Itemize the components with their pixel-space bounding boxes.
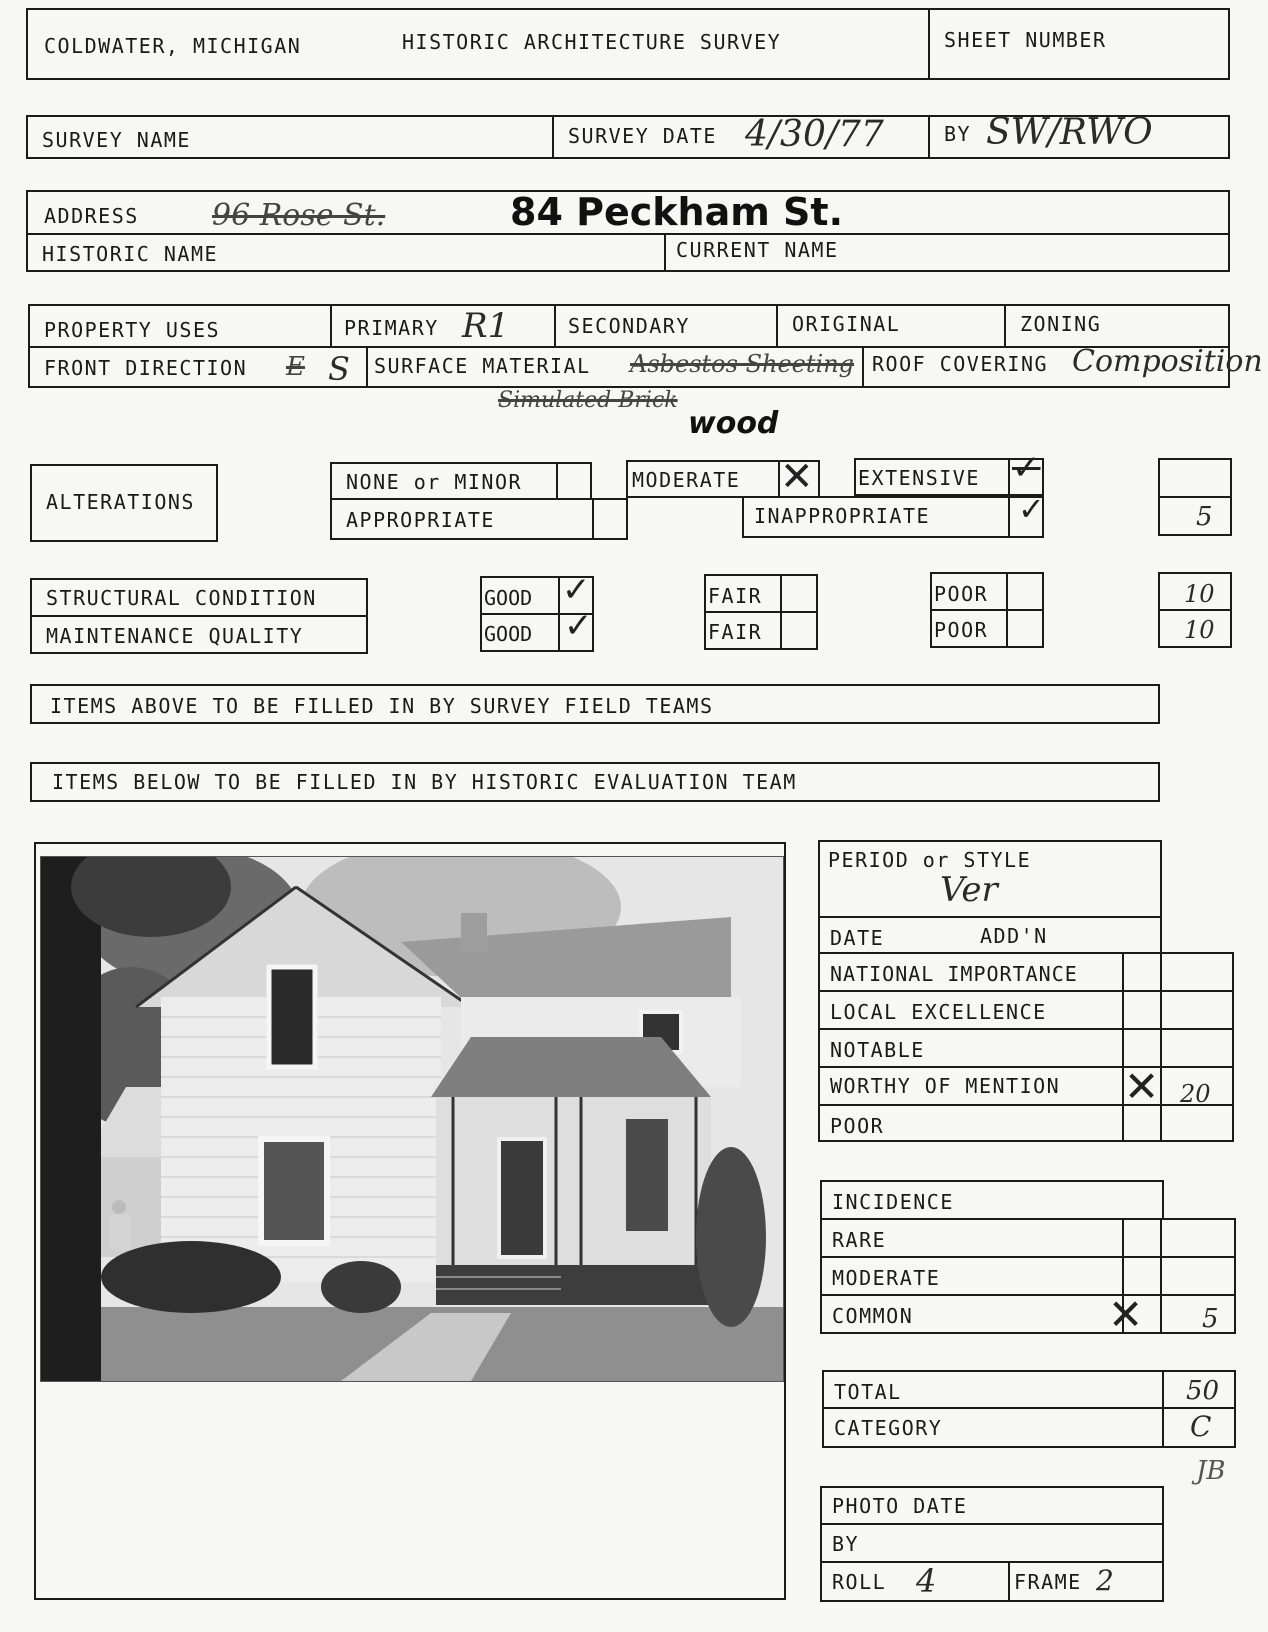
property-divider-3: [776, 304, 778, 346]
zoning-label: ZONING: [1020, 312, 1102, 336]
alt-extensive-check-mark: ✓: [1012, 448, 1041, 488]
surface-value: wood: [688, 406, 779, 441]
frame-label: FRAME: [1014, 1570, 1082, 1594]
frame-value: 2: [1096, 1564, 1114, 1597]
good-structural-check-mark: ✓: [562, 570, 591, 610]
front-direction-label: FRONT DIRECTION: [44, 356, 248, 380]
alt-score-value: 5: [1196, 502, 1213, 532]
property-divider-6: [862, 346, 864, 388]
total-value: 50: [1186, 1376, 1220, 1406]
house-photo: [40, 856, 784, 1382]
roof-covering-value: Composition: [1072, 344, 1263, 379]
condition-score-divider: [1158, 609, 1232, 611]
survey-name-label: SURVEY NAME: [42, 128, 191, 152]
note-above-text: ITEMS ABOVE TO BE FILLED IN BY SURVEY FIELD TEAMS: [50, 694, 714, 718]
incidence-divider-h2: [820, 1294, 1236, 1296]
survey-by-label: BY: [944, 122, 972, 146]
form-title: HISTORIC ARCHITECTURE SURVEY: [402, 30, 782, 54]
photo-info-divider-h2: [820, 1561, 1164, 1563]
fair-box-divider-v: [780, 574, 782, 650]
good-maintenance-check-mark: ✓: [564, 606, 593, 646]
poor-label-maintenance: POOR: [934, 618, 989, 642]
property-divider-2: [554, 304, 556, 346]
alt-moderate-x-mark: ✕: [780, 454, 814, 500]
header-divider: [928, 8, 930, 80]
maintenance-quality-label: MAINTENANCE QUALITY: [46, 624, 304, 648]
roll-value: 4: [916, 1562, 937, 1600]
address-struck-value: 96 Rose St.: [212, 198, 386, 233]
alt-extensive-check-divider: [1008, 458, 1010, 496]
historic-name-label: HISTORIC NAME: [42, 242, 219, 266]
alt-extensive-label: EXTENSIVE: [858, 466, 980, 490]
common-x-mark: ✕: [1108, 1290, 1144, 1339]
poor-box-divider-v: [1006, 572, 1008, 648]
total-label: TOTAL: [834, 1380, 902, 1404]
survey-divider-1: [552, 115, 554, 159]
alt-appropriate-label: APPROPRIATE: [346, 508, 495, 532]
category-label: CATEGORY: [834, 1416, 943, 1440]
survey-divider-2: [928, 115, 930, 159]
category-value: C: [1190, 1410, 1212, 1443]
property-divider-4: [1004, 304, 1006, 346]
photo-info-divider-h1: [820, 1523, 1164, 1525]
national-importance-label: NATIONAL IMPORTANCE: [830, 962, 1078, 986]
sheet-number-label: SHEET NUMBER: [944, 28, 1107, 52]
eval-addn-label: ADD'N: [980, 924, 1048, 948]
photo-by-label: BY: [832, 1532, 860, 1556]
alt-none-minor-check-divider: [556, 462, 558, 500]
original-label: ORIGINAL: [792, 312, 901, 336]
property-divider-1: [330, 304, 332, 346]
property-uses-label: PROPERTY USES: [44, 318, 221, 342]
surface-material-label: SURFACE MATERIAL: [374, 354, 591, 378]
eval-date-label: DATE: [830, 926, 885, 950]
good-box-divider-v: [558, 576, 560, 652]
rare-label: RARE: [832, 1228, 887, 1252]
poor-box-divider-h: [930, 609, 1044, 611]
incidence-label: INCIDENCE: [832, 1190, 954, 1214]
property-divider-5: [366, 346, 368, 388]
house-photo-drawing: [41, 857, 783, 1381]
importance-divider-v2: [1160, 952, 1162, 1142]
address-divider-v: [664, 233, 666, 272]
incidence-moderate-label: MODERATE: [832, 1266, 941, 1290]
importance-divider-h3: [818, 1066, 1234, 1068]
alt-inappropriate-label: INAPPROPRIATE: [754, 504, 931, 528]
surface-struck-1: Asbestos Sheeting: [630, 350, 855, 378]
front-direction-struck: E: [286, 352, 305, 382]
fair-label-maintenance: FAIR: [708, 620, 763, 644]
survey-by-value: SW/RWO: [986, 112, 1153, 153]
structural-condition-label: STRUCTURAL CONDITION: [46, 586, 317, 610]
totals-divider-v: [1162, 1370, 1164, 1448]
alt-score-divider: [1158, 496, 1232, 498]
period-style-label: PERIOD or STYLE: [828, 848, 1032, 872]
alt-none-minor-label: NONE or MINOR: [346, 470, 523, 494]
evaluator-initials: JB: [1196, 1456, 1226, 1486]
survey-date-label: SURVEY DATE: [568, 124, 717, 148]
worthy-x-mark: ✕: [1124, 1062, 1160, 1111]
address-value: 84 Peckham St.: [510, 190, 844, 234]
photo-date-label: PHOTO DATE: [832, 1494, 968, 1518]
fair-box-divider-h: [704, 611, 818, 613]
totals-divider-h: [822, 1407, 1236, 1409]
incidence-divider-v2: [1160, 1218, 1162, 1334]
good-label-maintenance: GOOD: [484, 622, 533, 646]
importance-divider-h2: [818, 1028, 1234, 1030]
maintenance-score-value: 10: [1184, 616, 1215, 644]
importance-divider-h4: [818, 1104, 1234, 1106]
importance-divider-h1: [818, 990, 1234, 992]
alt-inappropriate-check-mark: ✓: [1018, 490, 1045, 528]
roll-label: ROLL: [832, 1570, 887, 1594]
secondary-label: SECONDARY: [568, 314, 690, 338]
roof-covering-label: ROOF COVERING: [872, 352, 1049, 376]
condition-label-divider: [30, 615, 368, 617]
surface-struck-2: Simulated Brick: [498, 388, 678, 413]
address-label: ADDRESS: [44, 204, 139, 228]
primary-label: PRIMARY: [344, 316, 439, 340]
worthy-score-value: 20: [1180, 1080, 1211, 1108]
eval-poor-label: POOR: [830, 1114, 885, 1138]
fair-label-structural: FAIR: [708, 584, 763, 608]
survey-date-value: 4/30/77: [745, 114, 884, 155]
current-name-label: CURRENT NAME: [676, 238, 839, 262]
common-score-value: 5: [1202, 1304, 1219, 1334]
photo-info-divider-v: [1008, 1561, 1010, 1602]
poor-label-structural: POOR: [934, 582, 989, 606]
alt-moderate-label: MODERATE: [632, 468, 741, 492]
alt-appropriate-check-divider: [592, 498, 594, 540]
structural-score-value: 10: [1184, 580, 1215, 608]
front-direction-value: S: [328, 350, 350, 388]
alt-inappropriate-check-divider: [1008, 496, 1010, 538]
period-style-value: Ver: [940, 870, 998, 910]
importance-divider-v1: [1122, 952, 1124, 1142]
common-label: COMMON: [832, 1304, 914, 1328]
notable-label: NOTABLE: [830, 1038, 925, 1062]
good-label-structural: GOOD: [484, 586, 533, 610]
worthy-of-mention-label: WORTHY OF MENTION: [830, 1074, 1061, 1098]
incidence-divider-h1: [820, 1256, 1236, 1258]
local-excellence-label: LOCAL EXCELLENCE: [830, 1000, 1047, 1024]
note-below-text: ITEMS BELOW TO BE FILLED IN BY HISTORIC EVALUATION TEAM: [52, 770, 797, 794]
property-divider-h: [28, 346, 1230, 348]
primary-value: R1: [462, 306, 510, 346]
alterations-label: ALTERATIONS: [46, 490, 195, 514]
city-label: COLDWATER, MICHIGAN: [44, 34, 302, 58]
